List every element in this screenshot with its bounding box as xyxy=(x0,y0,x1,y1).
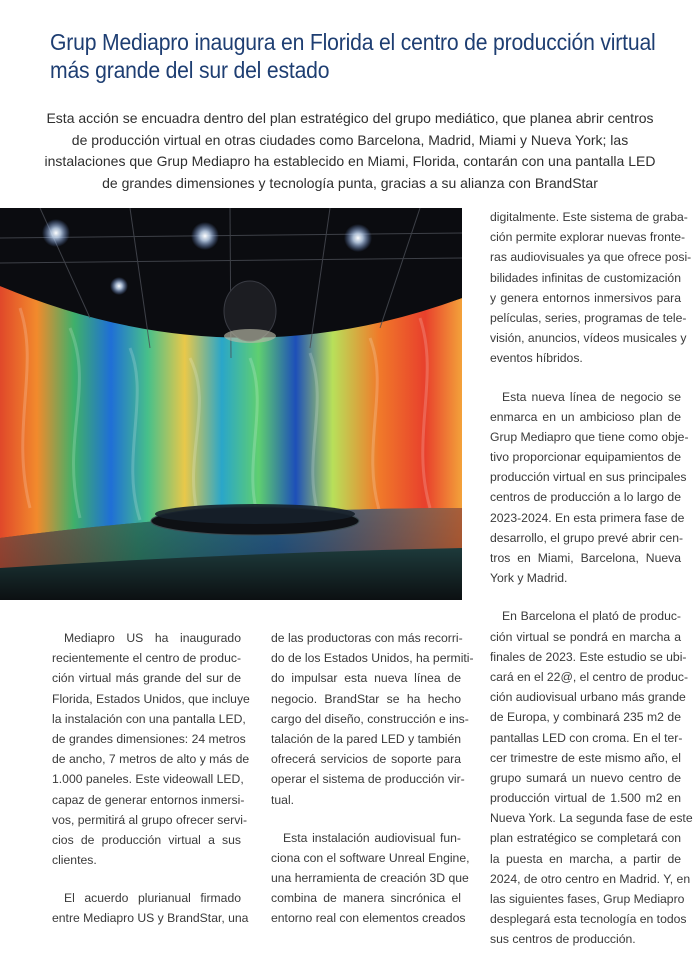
article-title xyxy=(50,28,656,84)
paragraph xyxy=(271,628,474,810)
text-line: recientemente el centro de produc- xyxy=(52,651,242,666)
text-line: visión, anuncios, vídeos musicales y xyxy=(490,331,687,346)
text-line: grupo sumará un nuevo centro de xyxy=(490,770,681,785)
text-line: cargo del diseño, construcción e ins- xyxy=(271,711,469,726)
text-line: eventos híbridos. xyxy=(490,351,583,366)
text-line: clientes. xyxy=(52,853,97,868)
text-line: la puesta en marcha, a partir de xyxy=(490,851,681,866)
text-line: Nueva York. La segunda fase de este xyxy=(490,811,693,826)
text-line: En Barcelona el plató de produc- xyxy=(502,609,681,624)
text-line: combina de manera sincrónica el xyxy=(271,891,461,906)
text-line: operar el sistema de producción vir- xyxy=(271,772,465,787)
text-line: ción permite explorar nuevas fronte- xyxy=(490,230,686,245)
text-line: de ancho, 7 metros de alto y más de xyxy=(52,752,250,767)
text-line: Grup Mediapro que tiene como obje- xyxy=(490,429,689,444)
paragraph xyxy=(490,207,692,369)
text-line: desplegará esta tecnología en todos xyxy=(490,912,687,927)
text-line: cios de producción virtual a sus xyxy=(52,832,241,847)
paragraph xyxy=(490,387,689,589)
text-line: las siguientes fases, Grup Mediapro xyxy=(490,892,685,906)
text-line: entre Mediapro US y BrandStar, una xyxy=(52,911,249,926)
text-line: ofrecerá servicios de soporte para xyxy=(271,752,461,767)
text-line: cará en el 22@, el centro de produc- xyxy=(490,669,689,684)
paragraph xyxy=(52,888,249,928)
text-line: vos, permitirá al grupo ofrecer servi- xyxy=(52,812,248,827)
text-line: y genera entornos inmersivos para xyxy=(490,290,681,305)
text-line: pantallas LED con croma. En el ter- xyxy=(490,730,683,745)
lead-line: Esta acción se encuadra dentro del plan estratégico del grupo mediático, que planea abrir centros xyxy=(46,110,654,126)
text-line: producción virtual en sus principales xyxy=(490,470,687,485)
text-line: negocio. BrandStar se ha hecho xyxy=(271,691,461,706)
text-line: 1.000 paneles. Este videowall LED, xyxy=(52,772,244,787)
led-studio-illustration xyxy=(0,208,462,600)
text-line: 2024, de otro centro en Madrid. Y, en xyxy=(490,871,691,886)
text-line: Mediapro US ha inaugurado xyxy=(64,631,241,645)
text-line: bilidades infinitas de customización xyxy=(490,270,681,285)
text-line: tual. xyxy=(271,792,295,807)
text-line: capaz de generar entornos inmersi- xyxy=(52,792,245,807)
text-line: ciona con el software Unreal Engine, xyxy=(271,850,470,865)
text-line: do impulsar esta nueva línea de xyxy=(271,671,461,686)
text-line: enmarca en un ambicioso plan de xyxy=(490,409,681,424)
text-line: digitalmente. Este sistema de graba- xyxy=(490,210,688,224)
text-line: películas, series, programas de tele- xyxy=(490,310,687,325)
title-line: Grup Mediapro inaugura en Florida el centro de producción virtual xyxy=(50,29,656,55)
text-line: ción virtual se pondrá en marcha a xyxy=(490,629,681,644)
body-column-2 xyxy=(271,628,474,947)
text-line: finales de 2023. Este estudio se ubi- xyxy=(490,649,687,664)
text-line: desarrollo, el grupo prevé abrir cen- xyxy=(490,530,684,545)
text-line: de grandes dimensiones: 24 metros xyxy=(52,731,246,746)
title-line: más grande del sur del estado xyxy=(50,57,330,83)
body-column-3 xyxy=(490,207,693,968)
lead-line: instalaciones que Grup Mediapro ha establecido en Miami, Florida, contarán con una pantalla LED xyxy=(44,153,656,169)
text-line: Esta nueva línea de negocio se xyxy=(502,389,681,404)
text-line: Esta instalación audiovisual fun- xyxy=(283,830,461,845)
text-line: de Europa, y combinará 235 m2 de xyxy=(490,710,681,725)
text-line: Florida, Estados Unidos, que incluye xyxy=(52,691,250,706)
text-line: de las productoras con más recorri- xyxy=(271,631,463,645)
article-lead xyxy=(40,108,660,194)
text-line: talación de la pared LED y también xyxy=(271,731,461,746)
text-line: centros de producción a lo largo de xyxy=(490,490,681,505)
text-line: ción virtual más grande del sur de xyxy=(52,671,241,686)
text-line: producción virtual de 1.500 m2 en xyxy=(490,791,681,806)
text-line: entorno real con elementos creados xyxy=(271,911,466,926)
paragraph xyxy=(271,828,470,929)
text-line: ción audiovisual urbano más grande xyxy=(490,690,686,705)
text-line: El acuerdo plurianual firmado xyxy=(64,891,241,906)
text-line: cer trimestre de este mismo año, el xyxy=(490,750,681,765)
text-line: York y Madrid. xyxy=(490,571,568,586)
lead-line: de grandes dimensiones y tecnología punta, gracias a su alianza con BrandStar xyxy=(102,174,598,191)
body-column-1 xyxy=(52,628,250,947)
text-line: do de los Estados Unidos, ha permiti- xyxy=(271,651,474,666)
text-line: tivo proporcionar equipamientos de xyxy=(490,450,681,465)
lead-line: de producción virtual en otras ciudades como Barcelona, Madrid, Miami y Nueva York; las xyxy=(71,131,629,148)
led-studio-photo xyxy=(0,208,462,600)
text-line: plan estratégico se completará con xyxy=(490,831,681,846)
paragraph xyxy=(52,628,250,870)
text-line: sus centros de producción. xyxy=(490,932,636,947)
text-line: la instalación con una pantalla LED, xyxy=(52,711,246,726)
paragraph xyxy=(490,606,693,949)
text-line: 2023-2024. En esta primera fase de xyxy=(490,510,685,525)
text-line: una herramienta de creación 3D que xyxy=(271,871,469,886)
text-line: tros en Miami, Barcelona, Nueva xyxy=(490,551,681,565)
text-line: ras audiovisuales ya que ofrece posi- xyxy=(490,250,692,265)
